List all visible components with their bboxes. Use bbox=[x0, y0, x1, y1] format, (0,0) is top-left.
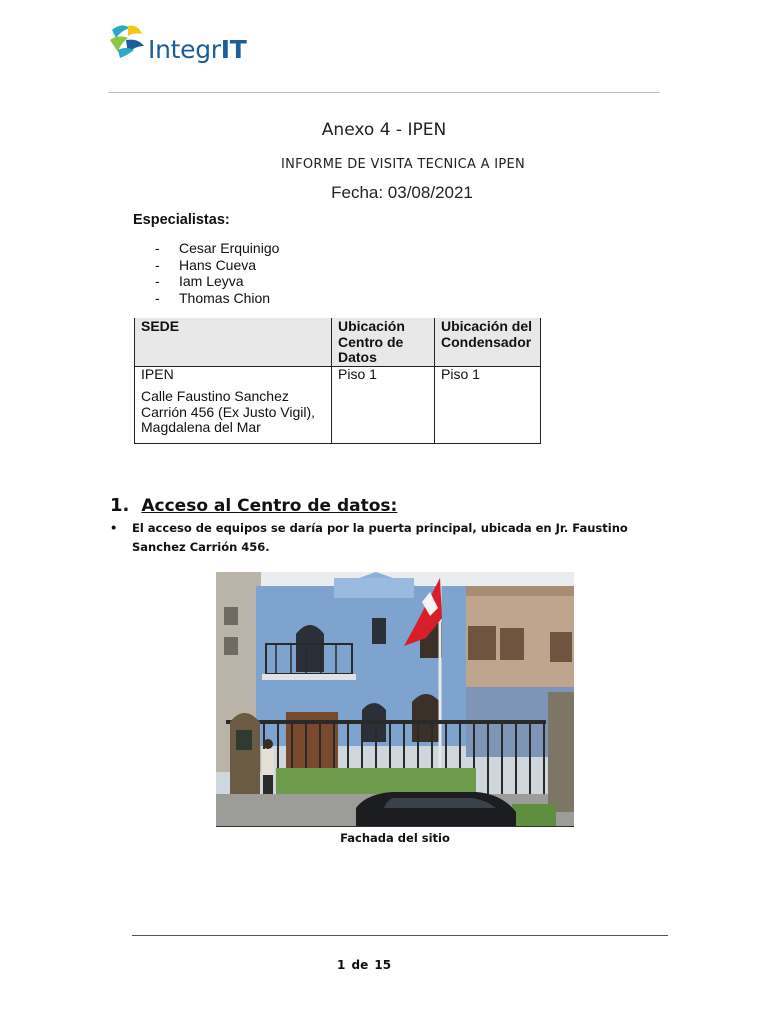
table-row bbox=[135, 366, 541, 443]
cell-sede bbox=[135, 366, 332, 443]
section-heading bbox=[110, 495, 397, 516]
company-logo bbox=[108, 20, 248, 70]
bullet-dot-icon: • bbox=[110, 521, 118, 535]
cell-condenser: Piso 1 bbox=[435, 366, 541, 443]
sede-address: Calle Faustino Sanchez Carrión 456 (Ex Justo Vigil), Magdalena del Mar bbox=[141, 388, 316, 435]
section-number: 1. bbox=[110, 495, 130, 516]
document-date: Fecha: 03/08/2021 bbox=[331, 183, 473, 202]
integrit-logo-mark-icon bbox=[108, 20, 146, 60]
bullet-paragraph bbox=[110, 519, 665, 557]
list-item: - Cesar Erquinigo bbox=[155, 240, 279, 257]
table-header-row bbox=[135, 318, 541, 366]
site-location-table bbox=[134, 318, 541, 444]
site-facade-photo bbox=[216, 572, 574, 826]
photo-divider bbox=[216, 826, 574, 827]
cell-data-center: Piso 1 bbox=[332, 366, 435, 443]
document-title: Anexo 4 - IPEN bbox=[321, 120, 447, 140]
specialists-list bbox=[155, 240, 279, 306]
section-title: Acceso al Centro de datos: bbox=[141, 496, 398, 516]
list-item: - Hans Cueva bbox=[155, 257, 279, 274]
bullet-text: El acceso de equipos se daría por la puerta principal, ubicada en Jr. Faustino Sanchez Carrión 456. bbox=[132, 521, 628, 554]
column-header-condenser: Ubicación del Condensador bbox=[435, 318, 541, 366]
list-item: - Thomas Chion bbox=[155, 290, 279, 307]
document-subtitle: INFORME DE VISITA TECNICA A IPEN bbox=[280, 157, 526, 172]
specialists-heading: Especialistas: bbox=[133, 212, 230, 228]
column-header-sede: SEDE bbox=[135, 318, 332, 366]
header-divider bbox=[108, 92, 660, 93]
footer-divider bbox=[132, 935, 668, 936]
column-header-data-center: Ubicación Centro de Datos bbox=[332, 318, 435, 366]
photo-caption: Fachada del sitio bbox=[340, 831, 450, 845]
page-number: 1 de 15 bbox=[337, 958, 392, 972]
sede-name: IPEN bbox=[141, 365, 174, 382]
logo-wordmark: IntegrIT bbox=[148, 35, 247, 64]
facade-illustration bbox=[216, 572, 574, 826]
list-item: - Iam Leyva bbox=[155, 273, 279, 290]
